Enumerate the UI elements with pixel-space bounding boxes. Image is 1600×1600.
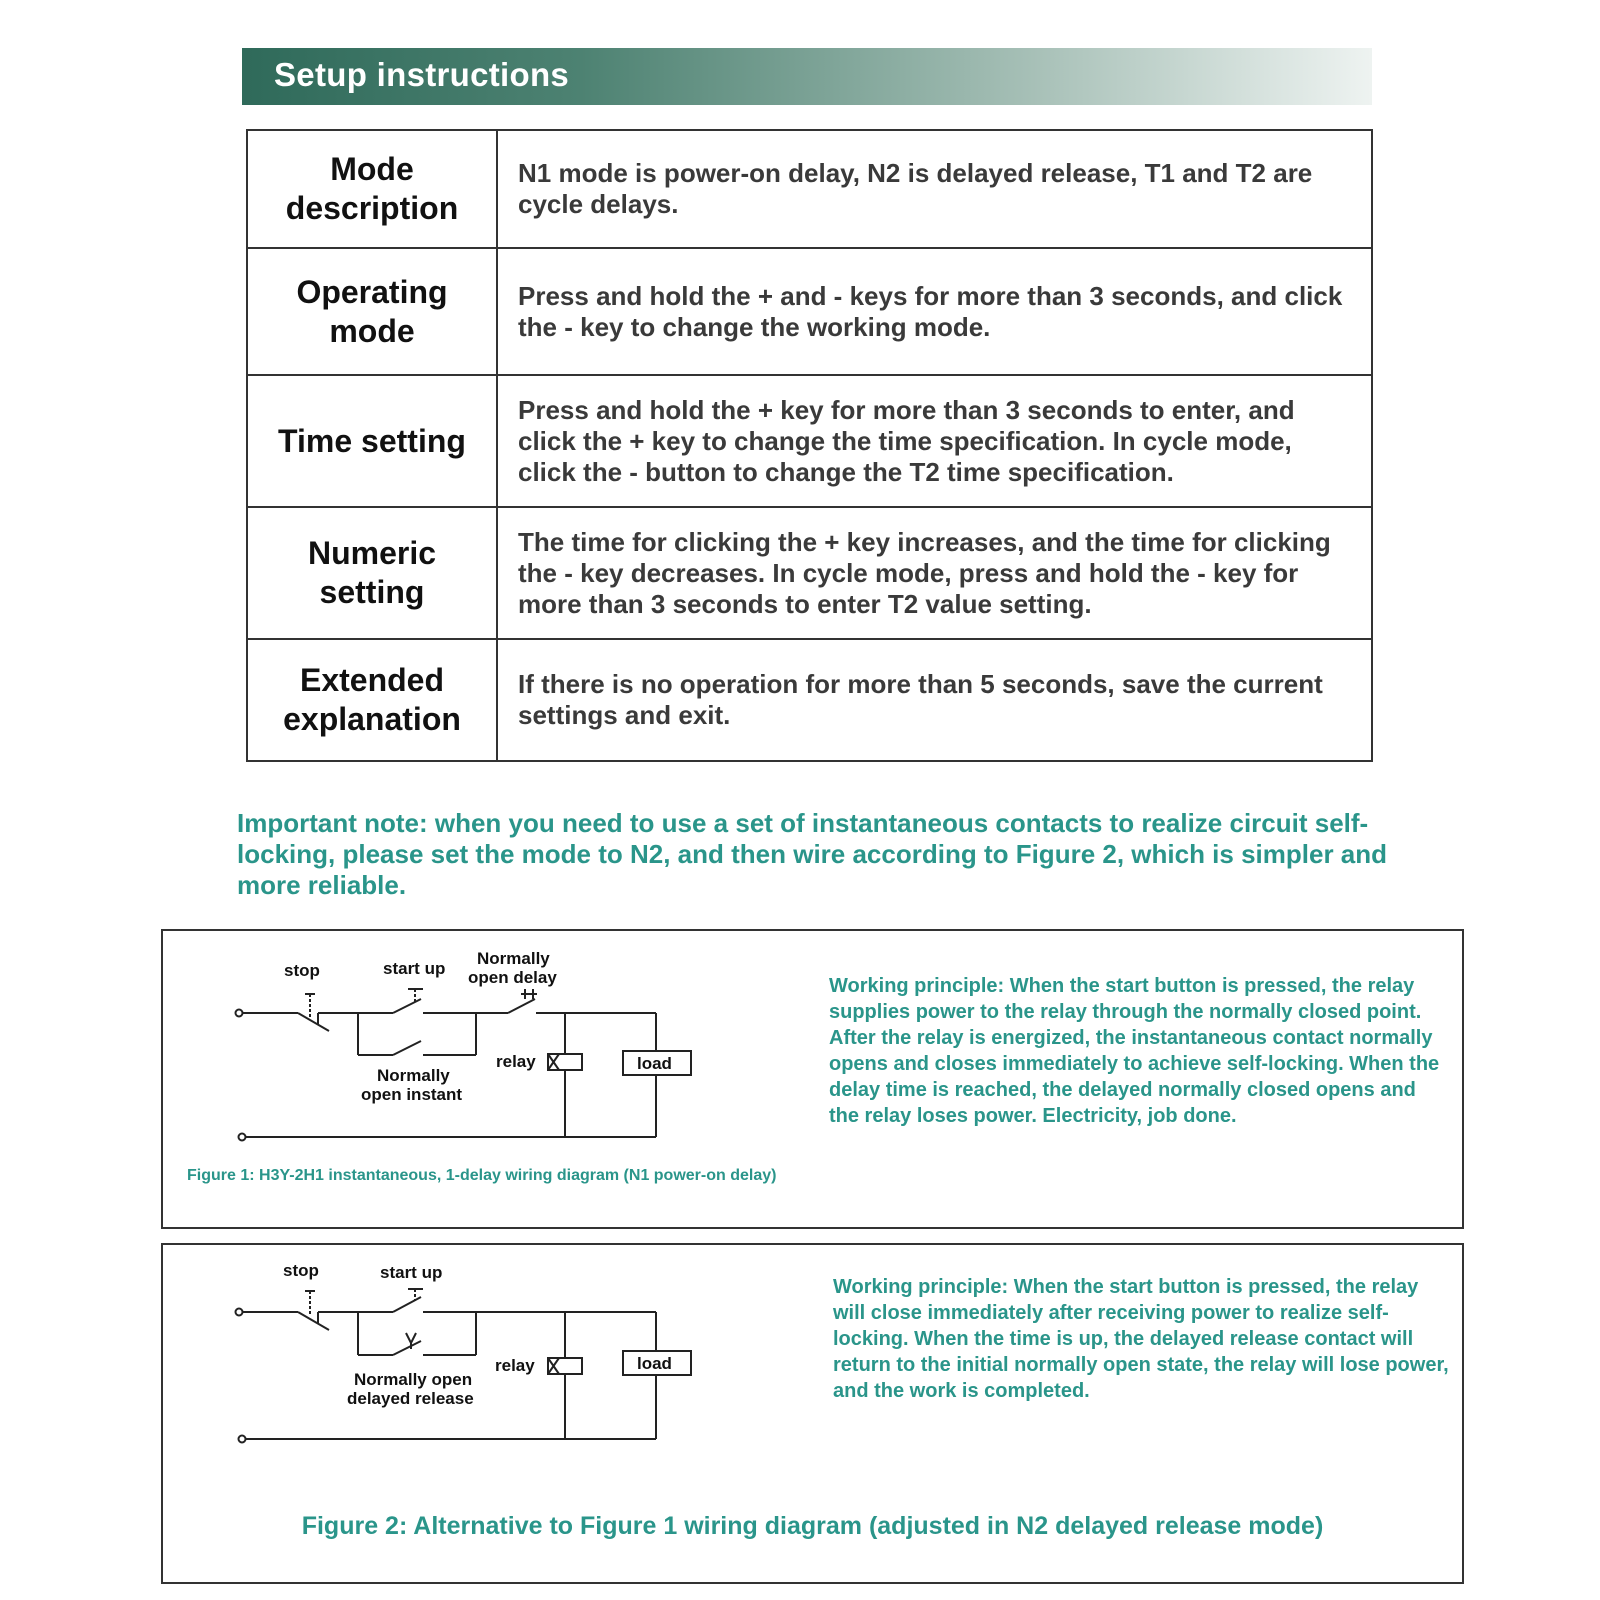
delayed-release-blade (393, 1341, 421, 1355)
row-label-line: Operating (296, 273, 448, 310)
label-load: load (637, 1054, 672, 1073)
row-label (247, 507, 497, 639)
table-row (247, 507, 1372, 639)
label-normally-open-instant-1: Normally (377, 1066, 450, 1085)
label-normally-open-delay-2: open delay (468, 968, 557, 987)
label-relay: relay (496, 1052, 536, 1071)
row-label-line: mode (329, 312, 415, 349)
row-label-line: Time setting (278, 422, 466, 459)
row-value: The time for clicking the + key increases, and the time for clicking the - key decreases. In cycle mode, press and hold the - key for more than 3 seconds to enter T2 value setting. (497, 507, 1372, 639)
terminal-bottom (239, 1436, 246, 1443)
figure-1-box (161, 929, 1464, 1229)
row-label (247, 639, 497, 761)
figure-2-box (161, 1243, 1464, 1584)
start-switch-blade (393, 1297, 421, 1312)
label-normally-open-instant-2: open instant (361, 1085, 463, 1104)
setup-table (246, 129, 1373, 762)
wiring-diagram-2 (163, 1245, 823, 1505)
row-label-line: Extended (299, 662, 445, 698)
working-principle-1: Working principle: When the start button is pressed, the relay supplies power to the relay through the normally closed point. After the relay is energized, the instantaneous contact normally opens and closes immediately to achieve self-locking. When the delay time is reached, the delayed normally closed opens and the relay loses power. Electricity, job done. (829, 975, 1440, 1127)
label-normally-open-delay-1: Normally (477, 949, 550, 968)
terminal-bottom (239, 1134, 246, 1141)
row-label-line: setting (319, 574, 425, 610)
header-banner (242, 48, 1372, 105)
table-row (247, 130, 1372, 248)
row-label-line: Numeric (307, 535, 437, 571)
label-start-up: start up (380, 1263, 443, 1282)
delay-contact-blade (508, 999, 535, 1013)
row-label (247, 375, 497, 507)
row-value: N1 mode is power-on delay, N2 is delayed release, T1 and T2 are cycle delays. (497, 130, 1372, 248)
row-value: Press and hold the + and - keys for more than 3 seconds, and click the - key to change the working mode. (497, 248, 1372, 375)
figure-1-caption: Figure 1: H3Y-2H1 instantaneous, 1-delay wiring diagram (N1 power-on delay) (187, 1167, 777, 1184)
label-relay: relay (495, 1356, 535, 1375)
figure-2-caption: Figure 2: Alternative to Figure 1 wiring diagram (adjusted in N2 delayed release mode) (301, 1512, 1324, 1540)
row-label (247, 130, 497, 248)
row-label-line: Mode (330, 151, 414, 187)
table-row (247, 248, 1372, 375)
page-title: Setup instructions (274, 56, 570, 93)
row-value: Press and hold the + key for more than 3 seconds to enter, and click the + key to change the time specification. In cycle mode, click the - button to change the T2 time specification. (497, 375, 1372, 507)
working-principle-2: Working principle: When the start button is pressed, the relay will close immediately after receiving power to realize self-locking. When the time is up, the delayed release contact will return to the initial normally open state, the relay will lose power, and the work is completed. (833, 1276, 1449, 1402)
important-note: Important note: when you need to use a set of instantaneous contacts to realize circuit self-locking, please set the mode to N2, and then wire according to Figure 2, which is simpler and more reliable. (237, 808, 1388, 900)
terminal-top (236, 1010, 243, 1017)
row-value: If there is no operation for more than 5 seconds, save the current settings and exit. (497, 639, 1372, 761)
label-start-up: start up (383, 959, 446, 978)
label-stop: stop (284, 961, 320, 980)
table-row (247, 639, 1372, 761)
table-row (247, 375, 1372, 507)
row-label-line: explanation (283, 701, 461, 737)
start-switch-blade (393, 999, 421, 1013)
row-label-line: description (285, 190, 459, 226)
label-stop: stop (283, 1261, 319, 1280)
instant-contact-blade (393, 1041, 421, 1055)
label-normally-open-delayed-1: Normally open (354, 1370, 473, 1389)
label-normally-open-delayed-2: delayed release (347, 1389, 474, 1408)
label-load: load (637, 1354, 672, 1373)
row-label (247, 248, 497, 375)
stop-switch-blade (298, 1312, 329, 1330)
stop-switch-blade (298, 1013, 329, 1031)
terminal-top (236, 1309, 243, 1316)
